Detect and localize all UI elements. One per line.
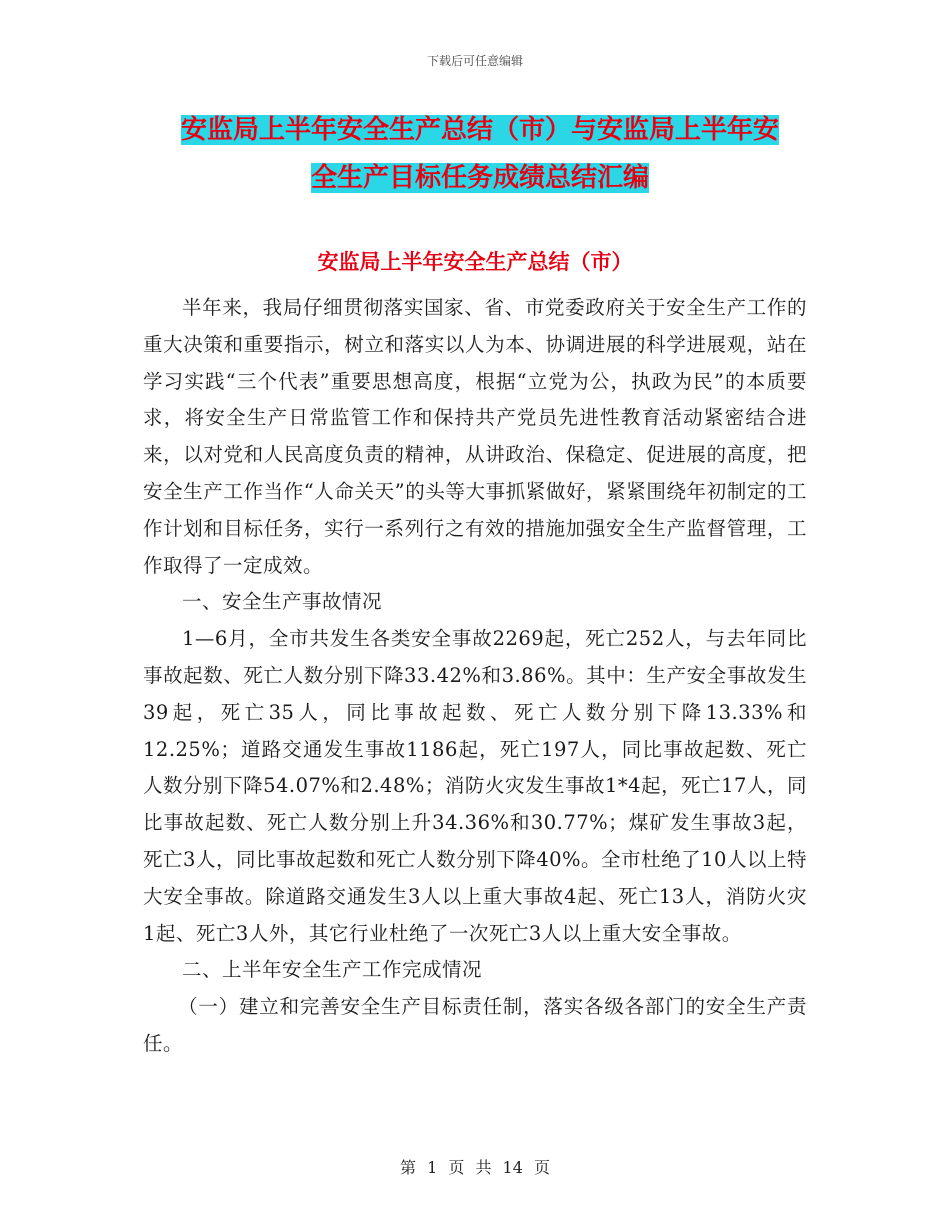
document-body — [143, 290, 807, 1063]
heading-accident-situation: 一、安全生产事故情况 — [182, 590, 383, 614]
paragraph-intro: 半年来，我局仔细贯彻落实国家、省、市党委政府关于安全生产工作的重大决策和重要指示，树立和落实以人为本、协调进展的科学进展观，站在学习实践“三个代表”重要思想高度，根据“立党为公，执政为民”的本质要求，将安全生产日常监管工作和保持共产党员先进性教育活动紧密结合进来，以对党和人民高度负责的精神，从讲政治、保稳定、促进展的高度，把安全生产工作当作“人命关天”的头等大事抓紧做好，紧紧围绕年初制定的工作计划和目标任务，实行一系列行之有效的措施加强安全生产监督管理，工作取得了一定成效。 — [143, 296, 807, 577]
heading-work-completion: 二、上半年安全生产工作完成情况 — [182, 958, 483, 982]
section-title: 安监局上半年安全生产总结（市） — [317, 250, 633, 274]
paragraph-accident-stats: 1—6月，全市共发生各类安全事故2269起，死亡252人，与去年同比事故起数、死亡人数分别下降33.42%和3.86%。其中：生产安全事故发生39起，死亡35人，同比事故起数、死亡人数分别下降13.33%和12.25%；道路交通发生事故1186起，死亡197人，同比事故起数、死亡人数分别下降54.07%和2.48%；消防火灾发生事故1*4起，死亡17人，同比事故起数、死亡人数分别上升34.36%和30.77%；煤矿发生事故3起，死亡3人，同比事故起数和死亡人数分别下降40%。全市杜绝了10人以上特大安全事故。除道路交通发生3人以上重大事故4起、死亡13人，消防火灾1起、死亡3人外，其它行业杜绝了一次死亡3人以上重大安全事故。 — [143, 627, 807, 945]
page-number: 第 1 页 共 14 页 — [400, 1158, 550, 1177]
document-title-line-1: 安监局上半年安全生产总结（市）与安监局上半年安 — [180, 115, 779, 145]
document-title — [140, 106, 820, 202]
page-header-note: 下载后可任意编辑 — [426, 54, 523, 68]
paragraph-responsibility: （一）建立和完善安全生产目标责任制，落实各级各部门的安全生产责任。 — [143, 995, 807, 1055]
document-title-line-2: 全生产目标任务成绩总结汇编 — [310, 163, 649, 193]
